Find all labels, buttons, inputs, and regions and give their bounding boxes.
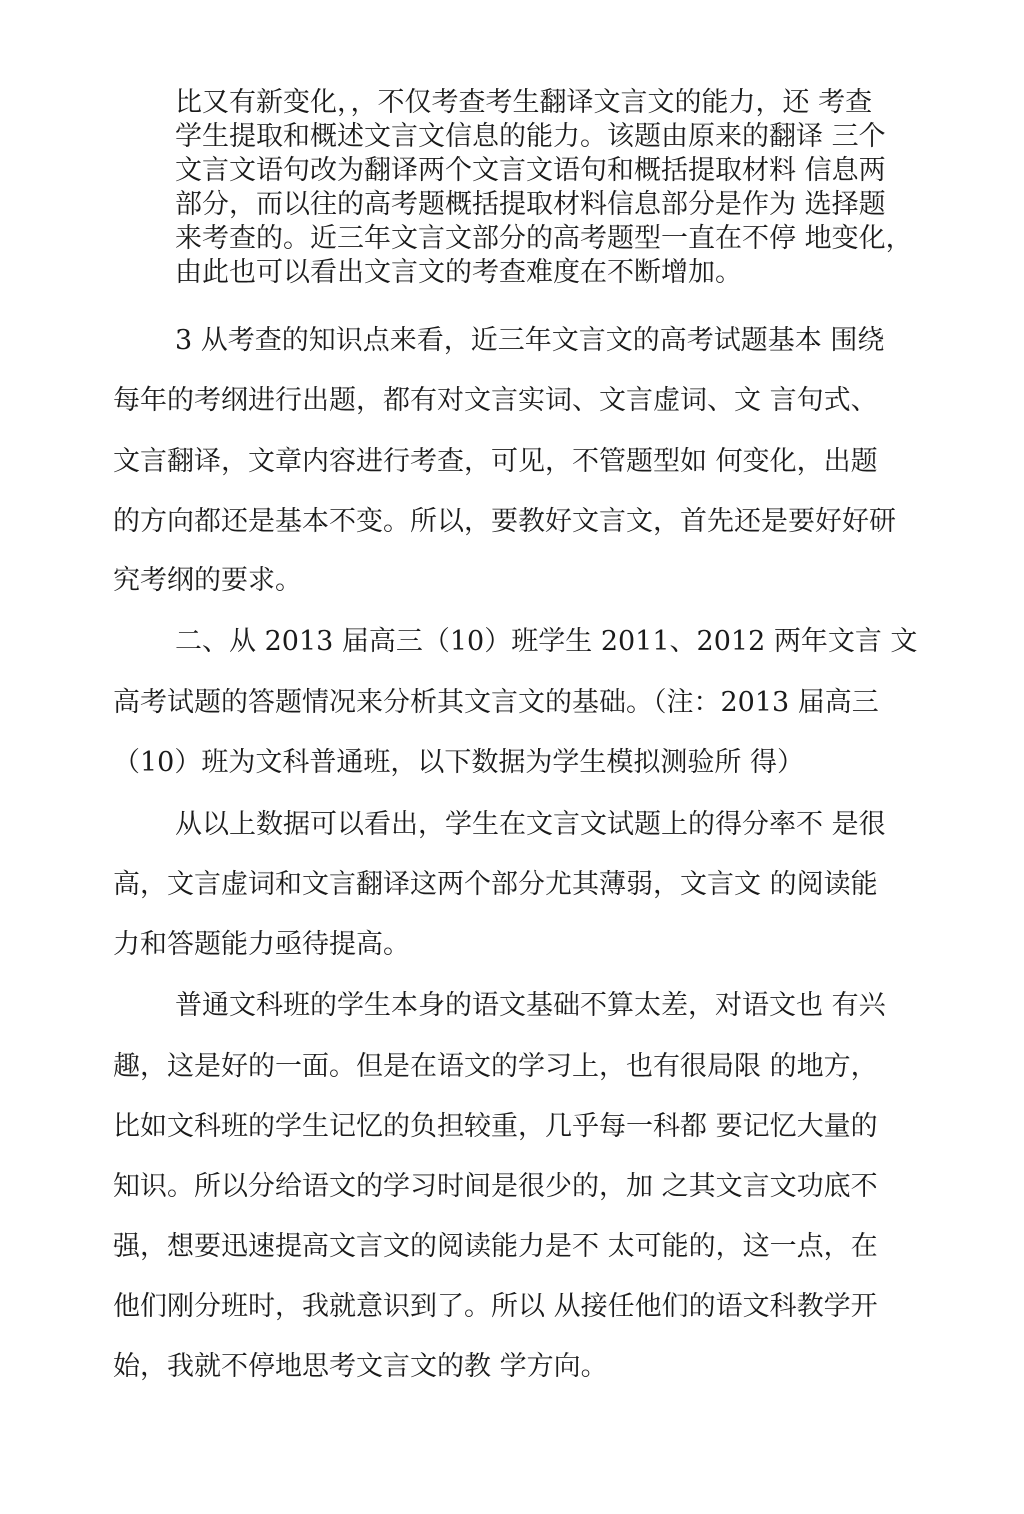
text-line: 强，想要迅速提高文言文的阅读能力是不 太可能的，这一点，在 xyxy=(113,1231,878,1262)
text-line: 由此也可以看出文言文的考查难度在不断增加。 xyxy=(175,257,742,288)
text-line: 部分，而以往的高考题概括提取材料信息部分是作为 选择题 xyxy=(175,189,886,220)
text-line: 力和答题能力亟待提高。 xyxy=(113,929,410,960)
text-line: 每年的考纲进行出题，都有对文言实词、文言虚词、文 言句式、 xyxy=(113,385,878,416)
text-line: 普通文科班的学生本身的语文基础不算太差，对语文也 有兴 xyxy=(175,990,886,1021)
text-line: 文言文语句改为翻译两个文言文语句和概括提取材料 信息两 xyxy=(175,155,886,186)
text-line: 他们刚分班时，我就意识到了。所以 从接任他们的语文科教学开 xyxy=(113,1291,878,1322)
text-line: 高考试题的答题情况来分析其文言文的基础。（注：2013 届高三 xyxy=(113,687,879,718)
text-line: 比如文科班的学生记忆的负担较重，几乎每一科都 要记忆大量的 xyxy=(113,1111,878,1142)
text-line: 究考纲的要求。 xyxy=(113,565,302,596)
text-line: 知识。所以分给语文的学习时间是很少的，加 之其文言文功底不 xyxy=(113,1171,878,1202)
text-line: 学生提取和概述文言文信息的能力。该题由原来的翻译 三个 xyxy=(175,121,886,152)
text-line: 二、从 2013 届高三（10）班学生 2011、2012 两年文言 文 xyxy=(175,626,918,657)
text-line: 3 从考查的知识点来看，近三年文言文的高考试题基本 围绕 xyxy=(175,325,885,356)
text-line: 始，我就不停地思考文言文的教 学方向。 xyxy=(113,1351,608,1382)
text-line: 从以上数据可以看出，学生在文言文试题上的得分率不 是很 xyxy=(175,809,886,840)
text-line: 比又有新变化，，不仅考查考生翻译文言文的能力，还 考查 xyxy=(175,87,873,118)
text-line: 趣，这是好的一面。但是在语文的学习上，也有很局限 的地方， xyxy=(113,1051,878,1082)
text-line: 高，文言虚词和文言翻译这两个部分尤其薄弱，文言文 的阅读能 xyxy=(113,869,878,900)
text-line: （10）班为文科普通班，以下数据为学生模拟测验所 得） xyxy=(113,747,804,778)
text-line: 来考查的。近三年文言文部分的高考题型一直在不停 地变化， xyxy=(175,223,913,254)
text-line: 文言翻译，文章内容进行考查，可见，不管题型如 何变化，出题 xyxy=(113,446,878,477)
text-line: 的方向都还是基本不变。所以，要教好文言文，首先还是要好好研 xyxy=(113,506,896,537)
